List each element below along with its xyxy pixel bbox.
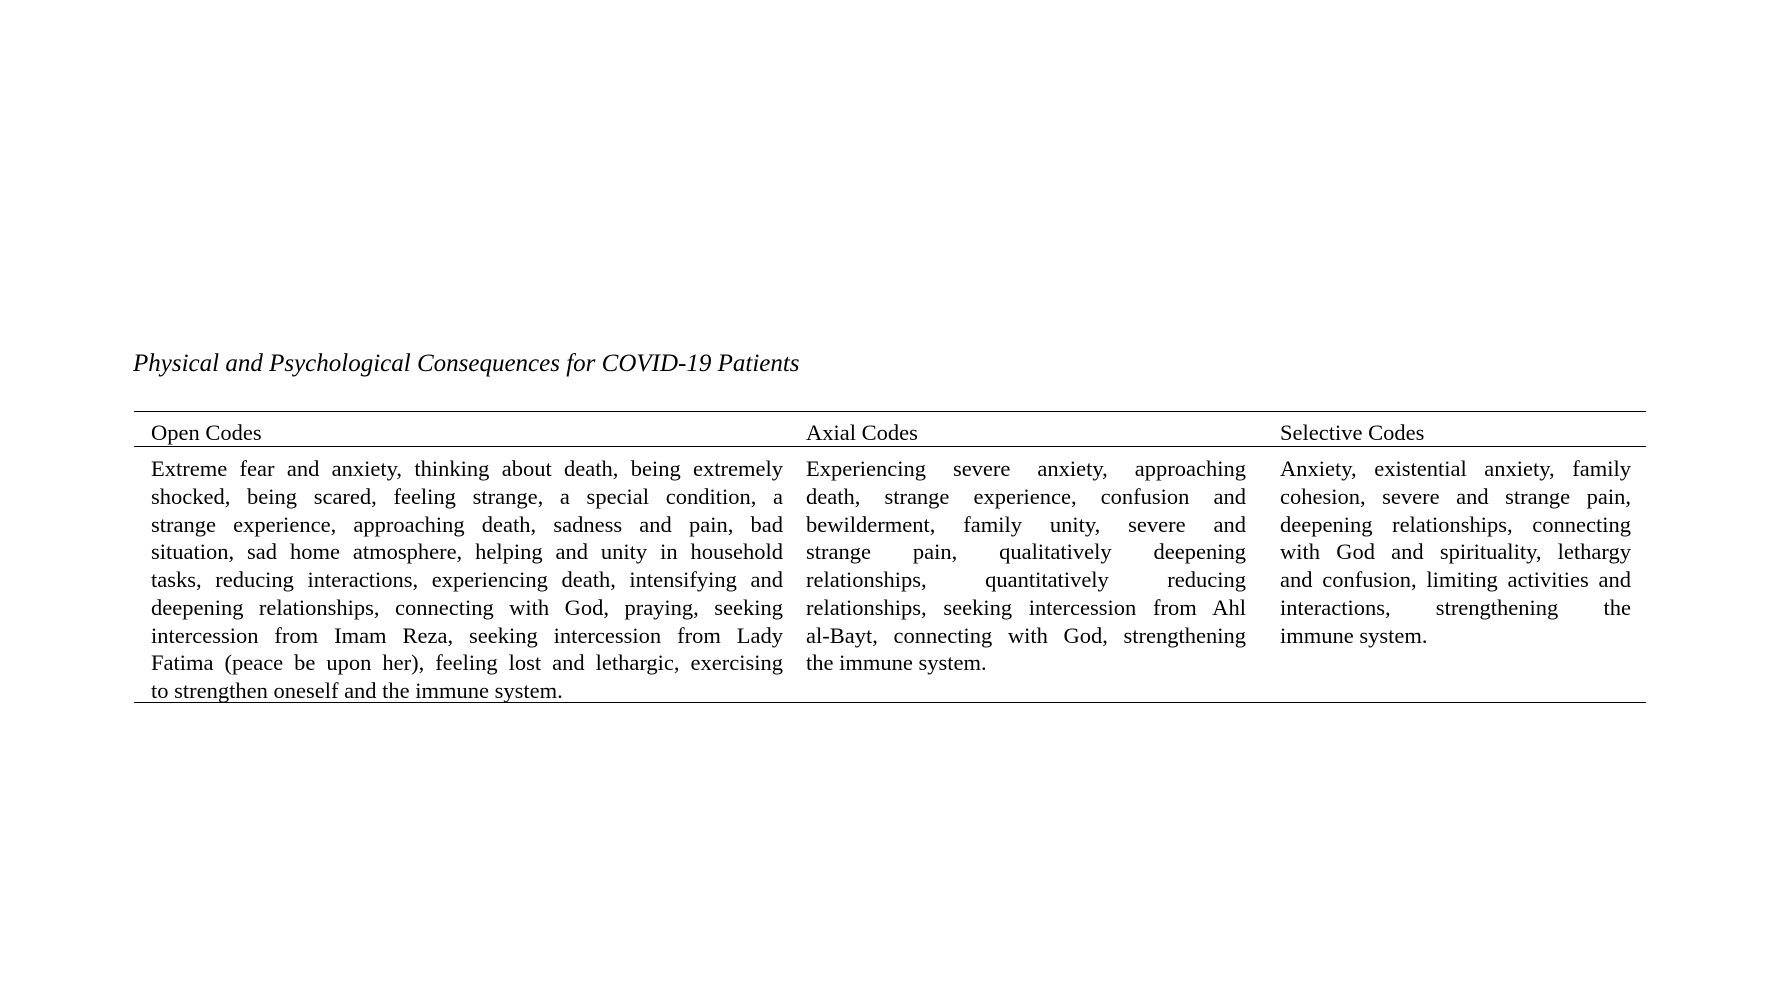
- text-line: to strengthen oneself and the immune system.: [151, 678, 563, 703]
- table-header-rule: [134, 446, 1646, 447]
- cell-selective-codes: [1280, 455, 1631, 649]
- header-selective-codes: Selective Codes: [1280, 420, 1425, 445]
- text-line: Experiencing severe anxiety, approaching: [806, 456, 1246, 481]
- table-title: Physical and Psychological Consequences for COVID-19 Patients: [133, 350, 800, 377]
- cell-axial-codes: [806, 455, 1246, 677]
- text-line: deepening relationships, connecting: [1280, 511, 1631, 537]
- text-line: cohesion, severe and strange pain,: [1280, 483, 1631, 509]
- text-line: relationships, quantitatively reducing: [806, 567, 1246, 592]
- cell-open-codes: [151, 455, 783, 705]
- header-open-codes: Open Codes: [151, 420, 262, 445]
- text-line: intercession from Imam Reza, seeking intercession from Lady: [151, 622, 783, 648]
- text-line: al-Bayt, connecting with God, strengthening: [806, 622, 1246, 648]
- text-line: Extreme fear and anxiety, thinking about death, being extremely: [151, 456, 783, 481]
- table-bottom-rule: [134, 702, 1646, 703]
- text-line: the immune system.: [806, 650, 987, 676]
- text-line: bewilderment, family unity, severe and: [806, 511, 1246, 537]
- text-line: Fatima (peace be upon her), feeling lost and lethargic, exercising: [151, 650, 783, 676]
- text-line: situation, sad home atmosphere, helping and unity in household: [151, 539, 783, 565]
- text-line: strange experience, approaching death, sadness and pain, bad: [151, 511, 783, 537]
- text-line: deepening relationships, connecting with God, praying, seeking: [151, 594, 783, 620]
- text-line: tasks, reducing interactions, experiencing death, intensifying and: [151, 567, 783, 592]
- text-line: with God and spirituality, lethargy: [1280, 539, 1631, 565]
- text-line: interactions, strengthening the: [1280, 594, 1631, 620]
- text-line: immune system.: [1280, 622, 1428, 648]
- text-line: and confusion, limiting activities and: [1280, 567, 1631, 592]
- text-line: Anxiety, existential anxiety, family: [1280, 456, 1631, 481]
- text-line: relationships, seeking intercession from Ahl: [806, 594, 1246, 620]
- text-line: death, strange experience, confusion and: [806, 483, 1246, 509]
- text-line: shocked, being scared, feeling strange, a special condition, a: [151, 483, 783, 509]
- header-axial-codes: Axial Codes: [806, 420, 918, 445]
- table-top-rule: [134, 411, 1646, 412]
- text-line: strange pain, qualitatively deepening: [806, 539, 1246, 565]
